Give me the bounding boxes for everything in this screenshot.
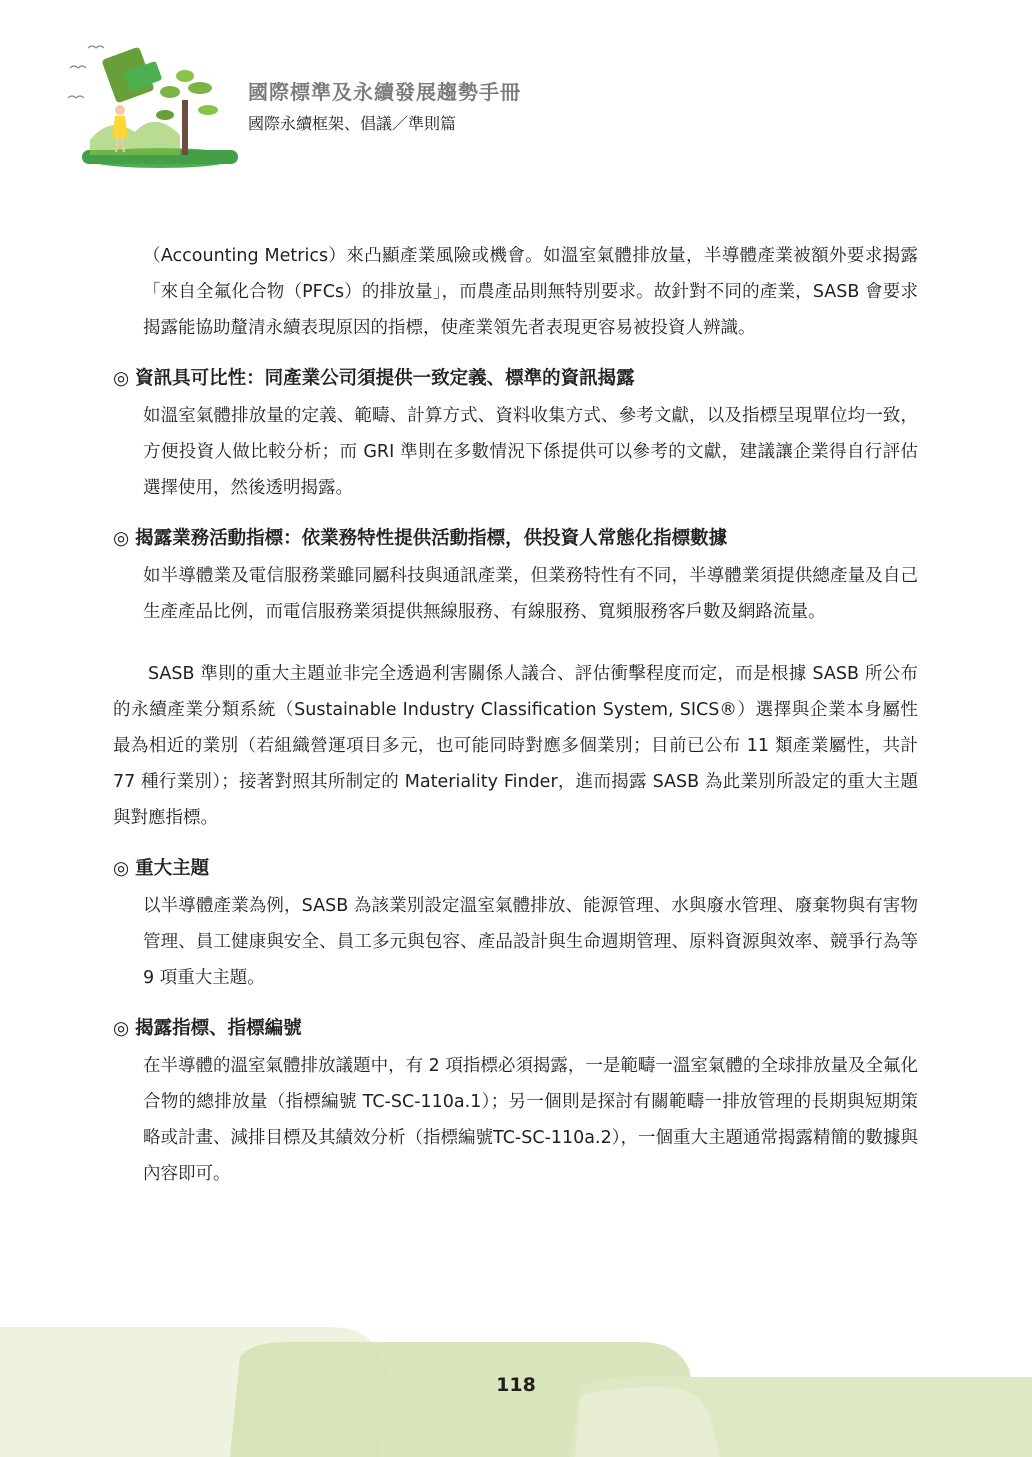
section-heading-text: 重大主題: [135, 858, 210, 879]
bullet-mark: ◎: [113, 528, 130, 549]
section-heading-text: 揭露指標、指標編號: [135, 1018, 302, 1039]
section-heading-disclosure-metrics: [113, 1014, 918, 1044]
page-number: 118: [496, 1374, 536, 1396]
section-heading-material-topics: [113, 854, 918, 884]
bullet-mark: ◎: [113, 1018, 130, 1039]
section-body-activity-metrics: 如半導體業及電信服務業雖同屬科技與通訊產業，但業務特性有不同，半導體業須提供總產量及自己生產產品比例，而電信服務業須提供無線服務、有線服務、寬頻服務客戶數及網路流量。: [143, 566, 918, 622]
header-illustration: [60, 40, 250, 170]
handbook-subtitle: 國際永續框架、倡議／準則篇: [248, 114, 457, 133]
handbook-title: 國際標準及永續發展趨勢手冊: [248, 80, 521, 104]
section-heading-text: 資訊具可比性：同產業公司須提供一致定義、標準的資訊揭露: [135, 368, 635, 389]
main-content: [113, 238, 918, 1192]
section-heading-text: 揭露業務活動指標：依業務特性提供活動指標，供投資人常態化指標數據: [135, 528, 728, 549]
section-heading-comparability: [113, 364, 918, 394]
bullet-mark: ◎: [113, 858, 130, 879]
section-body-comparability: 如溫室氣體排放量的定義、範疇、計算方式、資料收集方式、參考文獻，以及指標呈現單位均一致，方便投資人做比較分析；而 GRI 準則在多數情況下係提供可以參考的文獻，建議讓企業得自行評估選擇使用，然後透明揭露。: [143, 406, 918, 498]
intro-paragraph: （Accounting Metrics）來凸顯產業風險或機會。如溫室氣體排放量，半導體產業被額外要求揭露「來自全氟化合物（PFCs）的排放量」，而農產品則無特別要求。故針對不同的產業，SASB 會要求揭露能協助釐清永續表現原因的指標，使產業領先者表現更容易被投資人辨識。: [143, 246, 918, 338]
section-body-material-topics: 以半導體產業為例，SASB 為該業別設定溫室氣體排放、能源管理、水與廢水管理、廢棄物與有害物管理、員工健康與安全、員工多元與包容、產品設計與生命週期管理、原料資源與效率、競爭行為等 9 項重大主題。: [143, 896, 918, 988]
main-paragraph: SASB 準則的重大主題並非完全透過利害關係人議合、評估衝擊程度而定，而是根據 SASB 所公布的永續產業分類系統（Sustainable Industry Classification System, SICS®）選擇與企業本身屬性最為相近的業別（若組織營運項目多元，也可能同時對應多個業別；目前已公布 11 類產業屬性，共計 77 種行業別）；接著對照其所制定的 Materiality Finder，進而揭露 SASB 為此業別所設定的重大主題與對應指標。: [113, 664, 918, 828]
section-body-disclosure-metrics: 在半導體的溫室氣體排放議題中，有 2 項指標必須揭露，一是範疇一溫室氣體的全球排放量及全氟化合物的總排放量（指標編號 TC-SC-110a.1）；另一個則是探討有關範疇一排放管理的長期與短期策略或計畫、減排目標及其績效分析（指標編號TC-SC-110a.2），一個重大主題通常揭露精簡的數據與內容即可。: [143, 1056, 918, 1184]
section-heading-activity-metrics: [113, 524, 918, 554]
bullet-mark: ◎: [113, 368, 130, 389]
